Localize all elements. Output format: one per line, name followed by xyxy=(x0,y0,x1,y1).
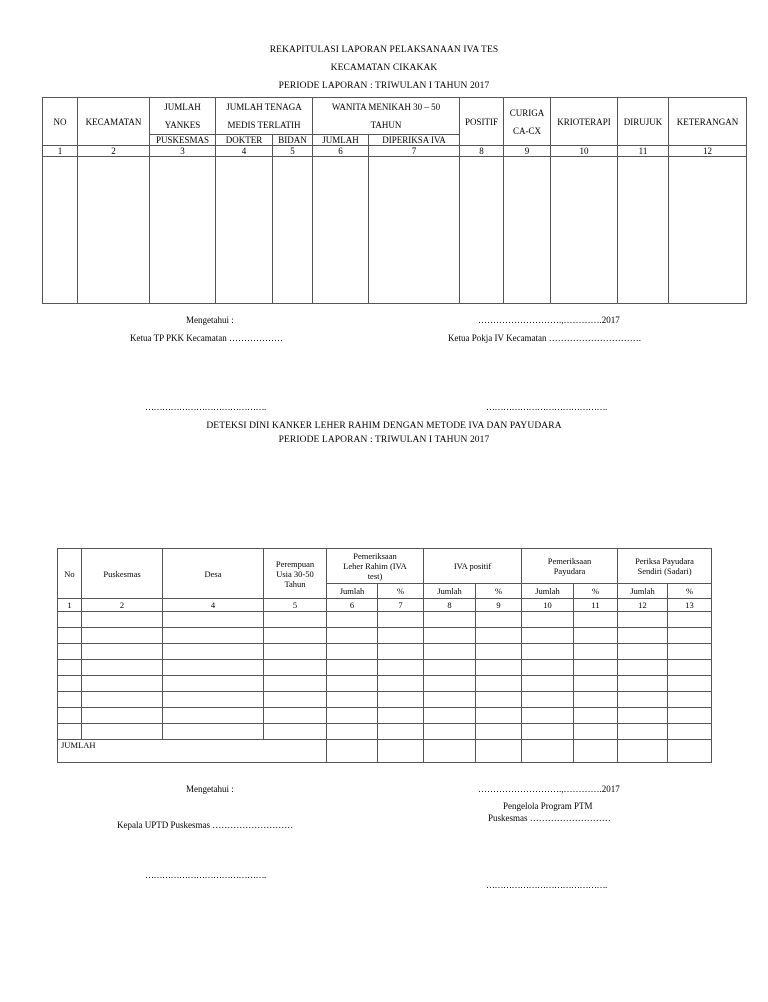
table-cell[interactable] xyxy=(43,157,78,304)
table-cell[interactable] xyxy=(476,724,522,740)
total-label: JUMLAH xyxy=(58,740,327,763)
col-num: 7 xyxy=(378,599,424,612)
table-cell[interactable] xyxy=(574,692,618,708)
col-num: 2 xyxy=(78,146,150,157)
col-num: 7 xyxy=(369,146,460,157)
table-cell[interactable] xyxy=(58,724,82,740)
table-cell[interactable] xyxy=(522,740,574,763)
header-persen: % xyxy=(476,584,522,599)
col-num: 5 xyxy=(273,146,313,157)
table-cell[interactable] xyxy=(618,676,668,692)
table-cell[interactable] xyxy=(58,628,82,644)
table-cell[interactable] xyxy=(150,157,216,304)
signatory-left-title: Ketua TP PKK Kecamatan ……………… xyxy=(130,333,283,343)
data-row xyxy=(43,157,747,304)
table-row xyxy=(58,676,712,692)
table-row xyxy=(58,612,712,628)
col-num: 4 xyxy=(216,146,273,157)
col-num: 5 xyxy=(264,599,327,612)
col-num: 3 xyxy=(150,146,216,157)
table-row xyxy=(58,644,712,660)
table-cell[interactable] xyxy=(327,644,378,660)
signature-line-left: ……………………………………. xyxy=(145,870,266,880)
table-cell[interactable] xyxy=(574,708,618,724)
table-cell[interactable] xyxy=(378,628,424,644)
table-cell[interactable] xyxy=(574,724,618,740)
table-cell[interactable] xyxy=(82,724,163,740)
header-jumlah: Jumlah xyxy=(424,584,476,599)
date-line: ……………………….,………….2017 xyxy=(478,315,620,325)
header-kecamatan: KECAMATAN xyxy=(78,98,150,146)
col-num: 10 xyxy=(522,599,574,612)
table-cell[interactable] xyxy=(668,676,712,692)
table-cell[interactable] xyxy=(424,724,476,740)
table-cell[interactable] xyxy=(378,644,424,660)
header-jumlah: JUMLAH xyxy=(313,135,369,146)
signature-line-right: ……………………………………. xyxy=(486,402,607,412)
table-cell[interactable] xyxy=(522,708,574,724)
table-cell[interactable] xyxy=(551,157,618,304)
col-num: 12 xyxy=(618,599,668,612)
table-cell[interactable] xyxy=(669,157,747,304)
table-cell[interactable] xyxy=(618,628,668,644)
table-cell[interactable] xyxy=(264,628,327,644)
col-num: 6 xyxy=(313,146,369,157)
table-cell[interactable] xyxy=(163,708,264,724)
table-cell[interactable] xyxy=(476,676,522,692)
signatory-right-title: Pengelola Program PTM xyxy=(503,801,593,811)
table-cell[interactable] xyxy=(424,740,476,763)
header-no: No xyxy=(58,549,82,599)
column-number-row xyxy=(43,146,747,157)
report2-table xyxy=(57,548,712,763)
table-cell[interactable] xyxy=(163,612,264,628)
table-cell[interactable] xyxy=(163,660,264,676)
table-cell[interactable] xyxy=(327,628,378,644)
table-cell[interactable] xyxy=(574,628,618,644)
table-cell[interactable] xyxy=(264,676,327,692)
col-num: 8 xyxy=(424,599,476,612)
table-cell[interactable] xyxy=(618,708,668,724)
signature-line-left: ……………………………………. xyxy=(145,402,266,412)
table-cell[interactable] xyxy=(476,692,522,708)
header-persen: % xyxy=(574,584,618,599)
table-cell[interactable] xyxy=(378,740,424,763)
table-cell[interactable] xyxy=(82,644,163,660)
table-cell[interactable] xyxy=(327,740,378,763)
col-num: 9 xyxy=(476,599,522,612)
table-cell[interactable] xyxy=(668,692,712,708)
table-cell[interactable] xyxy=(522,612,574,628)
table-cell[interactable] xyxy=(618,724,668,740)
header-persen: % xyxy=(668,584,712,599)
column-number-row xyxy=(58,599,712,612)
header-puskesmas: PUSKESMAS xyxy=(150,135,216,146)
table-cell[interactable] xyxy=(424,660,476,676)
table-cell[interactable] xyxy=(618,692,668,708)
table-cell[interactable] xyxy=(618,157,669,304)
header-diperiksa-iva: DIPERIKSA IVA xyxy=(369,135,460,146)
table-cell[interactable] xyxy=(163,644,264,660)
table-cell[interactable] xyxy=(264,724,327,740)
header-sadari: Periksa Payudara Sendiri (Sadari) xyxy=(618,549,712,584)
header-no: NO xyxy=(43,98,78,146)
table-cell[interactable] xyxy=(327,692,378,708)
col-num: 10 xyxy=(551,146,618,157)
table-cell[interactable] xyxy=(476,740,522,763)
table-cell[interactable] xyxy=(163,676,264,692)
header-wanita-menikah: WANITA MENIKAH 30 – 50 TAHUN xyxy=(313,98,460,135)
signatory-right-title: Ketua Pokja IV Kecamatan …………………………. xyxy=(448,333,642,343)
header-pemeriksaan-payudara: Pemeriksaan Payudara xyxy=(522,549,618,584)
report1-table xyxy=(42,97,747,304)
table-cell[interactable] xyxy=(313,157,369,304)
table-cell[interactable] xyxy=(327,708,378,724)
mengetahui-label: Mengetahui : xyxy=(186,784,234,794)
table-cell[interactable] xyxy=(460,157,504,304)
table-cell[interactable] xyxy=(273,157,313,304)
table-row xyxy=(58,708,712,724)
signature-line-right: ……………………………………. xyxy=(486,880,607,890)
table-cell[interactable] xyxy=(618,740,668,763)
col-num: 6 xyxy=(327,599,378,612)
table-cell[interactable] xyxy=(378,708,424,724)
header-jumlah: Jumlah xyxy=(618,584,668,599)
header-persen: % xyxy=(378,584,424,599)
table-cell[interactable] xyxy=(264,660,327,676)
table-cell[interactable] xyxy=(378,724,424,740)
col-num: 11 xyxy=(574,599,618,612)
header-positif: POSITIF xyxy=(460,98,504,146)
table-row xyxy=(58,660,712,676)
table-cell[interactable] xyxy=(78,157,150,304)
report2-title: DETEKSI DINI KANKER LEHER RAHIM DENGAN METODE IVA DAN PAYUDARA xyxy=(206,421,562,431)
col-num: 11 xyxy=(618,146,669,157)
table-cell[interactable] xyxy=(216,157,273,304)
report1-subtitle: KECAMATAN CIKAKAK xyxy=(330,63,438,73)
table-cell[interactable] xyxy=(668,724,712,740)
report1-period: PERIODE LAPORAN : TRIWULAN I TAHUN 2017 xyxy=(278,81,490,91)
report2-period: PERIODE LAPORAN : TRIWULAN I TAHUN 2017 xyxy=(278,435,490,445)
header-iva-positif: IVA positif xyxy=(424,549,522,584)
col-num: 12 xyxy=(669,146,747,157)
table-cell[interactable] xyxy=(424,628,476,644)
header-keterangan: KETERANGAN xyxy=(669,98,747,146)
table-cell[interactable] xyxy=(476,628,522,644)
table-cell[interactable] xyxy=(378,692,424,708)
header-pemeriksaan-leher-rahim: Pemeriksaan Leher Rahim (IVA test) xyxy=(327,549,424,584)
table-cell[interactable] xyxy=(327,660,378,676)
table-cell[interactable] xyxy=(82,612,163,628)
table-cell[interactable] xyxy=(424,692,476,708)
table-cell[interactable] xyxy=(82,676,163,692)
table-cell[interactable] xyxy=(58,676,82,692)
table-cell[interactable] xyxy=(264,708,327,724)
table-cell[interactable] xyxy=(618,612,668,628)
table-cell[interactable] xyxy=(668,612,712,628)
total-row xyxy=(58,740,712,763)
table-cell[interactable] xyxy=(574,676,618,692)
table-cell[interactable] xyxy=(424,676,476,692)
mengetahui-label: Mengetahui : xyxy=(186,315,234,325)
table-cell[interactable] xyxy=(476,708,522,724)
table-cell[interactable] xyxy=(668,708,712,724)
header-bidan: BIDAN xyxy=(273,135,313,146)
header-jumlah: Jumlah xyxy=(522,584,574,599)
table-cell[interactable] xyxy=(327,724,378,740)
col-num: 9 xyxy=(504,146,551,157)
header-dirujuk: DIRUJUK xyxy=(618,98,669,146)
header-jumlah-yankes: JUMLAH YANKES xyxy=(150,98,216,135)
table-cell[interactable] xyxy=(424,708,476,724)
header-krioterapi: KRIOTERAPI xyxy=(551,98,618,146)
table-cell[interactable] xyxy=(504,157,551,304)
table-cell[interactable] xyxy=(522,724,574,740)
col-num: 1 xyxy=(43,146,78,157)
table-cell[interactable] xyxy=(522,692,574,708)
table-cell[interactable] xyxy=(58,660,82,676)
col-num: 2 xyxy=(82,599,163,612)
table-cell[interactable] xyxy=(264,612,327,628)
table-cell[interactable] xyxy=(522,660,574,676)
table-cell[interactable] xyxy=(82,660,163,676)
table-cell[interactable] xyxy=(163,692,264,708)
table-row xyxy=(58,692,712,708)
table-cell[interactable] xyxy=(378,660,424,676)
header-curiga: CURIGA CA-CX xyxy=(504,98,551,146)
table-cell[interactable] xyxy=(327,676,378,692)
table-cell[interactable] xyxy=(574,612,618,628)
table-cell[interactable] xyxy=(522,628,574,644)
col-num: 8 xyxy=(460,146,504,157)
report1-title: REKAPITULASI LAPORAN PELAKSANAAN IVA TES xyxy=(269,45,499,55)
table-cell[interactable] xyxy=(378,676,424,692)
header-tenaga-medis: JUMLAH TENAGA MEDIS TERLATIH xyxy=(216,98,313,135)
table-cell[interactable] xyxy=(264,692,327,708)
table-cell[interactable] xyxy=(327,612,378,628)
signatory-right-unit: Puskesmas ……………………… xyxy=(488,813,611,823)
table-cell[interactable] xyxy=(82,628,163,644)
table-cell[interactable] xyxy=(574,660,618,676)
table-cell[interactable] xyxy=(522,644,574,660)
table-cell[interactable] xyxy=(163,628,264,644)
col-num: 4 xyxy=(163,599,264,612)
table-cell[interactable] xyxy=(618,660,668,676)
table-cell[interactable] xyxy=(82,692,163,708)
col-num: 1 xyxy=(58,599,82,612)
table-cell[interactable] xyxy=(424,644,476,660)
col-num: 13 xyxy=(668,599,712,612)
table-row xyxy=(58,724,712,740)
header-puskesmas: Puskesmas xyxy=(82,549,163,599)
header-desa: Desa xyxy=(163,549,264,599)
table-cell[interactable] xyxy=(668,628,712,644)
header-jumlah: Jumlah xyxy=(327,584,378,599)
table-cell[interactable] xyxy=(574,644,618,660)
table-cell[interactable] xyxy=(369,157,460,304)
table-cell[interactable] xyxy=(163,724,264,740)
table-cell[interactable] xyxy=(424,612,476,628)
table-cell[interactable] xyxy=(378,612,424,628)
table-cell[interactable] xyxy=(58,708,82,724)
table-cell[interactable] xyxy=(618,644,668,660)
table-cell[interactable] xyxy=(58,644,82,660)
table-cell[interactable] xyxy=(58,692,82,708)
table-cell[interactable] xyxy=(668,644,712,660)
table-cell[interactable] xyxy=(668,660,712,676)
table-cell[interactable] xyxy=(574,740,618,763)
table-cell[interactable] xyxy=(522,676,574,692)
table-cell[interactable] xyxy=(264,644,327,660)
header-dokter: DOKTER xyxy=(216,135,273,146)
signatory-left-title: Kepala UPTD Puskesmas ……………………… xyxy=(117,820,294,830)
table-cell[interactable] xyxy=(476,644,522,660)
table-cell[interactable] xyxy=(82,708,163,724)
table-cell[interactable] xyxy=(668,740,712,763)
table-cell[interactable] xyxy=(476,612,522,628)
table-cell[interactable] xyxy=(58,612,82,628)
date-line: ……………………….,………….2017 xyxy=(478,784,620,794)
header-perempuan: Perempuan Usia 30-50 Tahun xyxy=(264,549,327,599)
table-cell[interactable] xyxy=(476,660,522,676)
table-row xyxy=(58,628,712,644)
